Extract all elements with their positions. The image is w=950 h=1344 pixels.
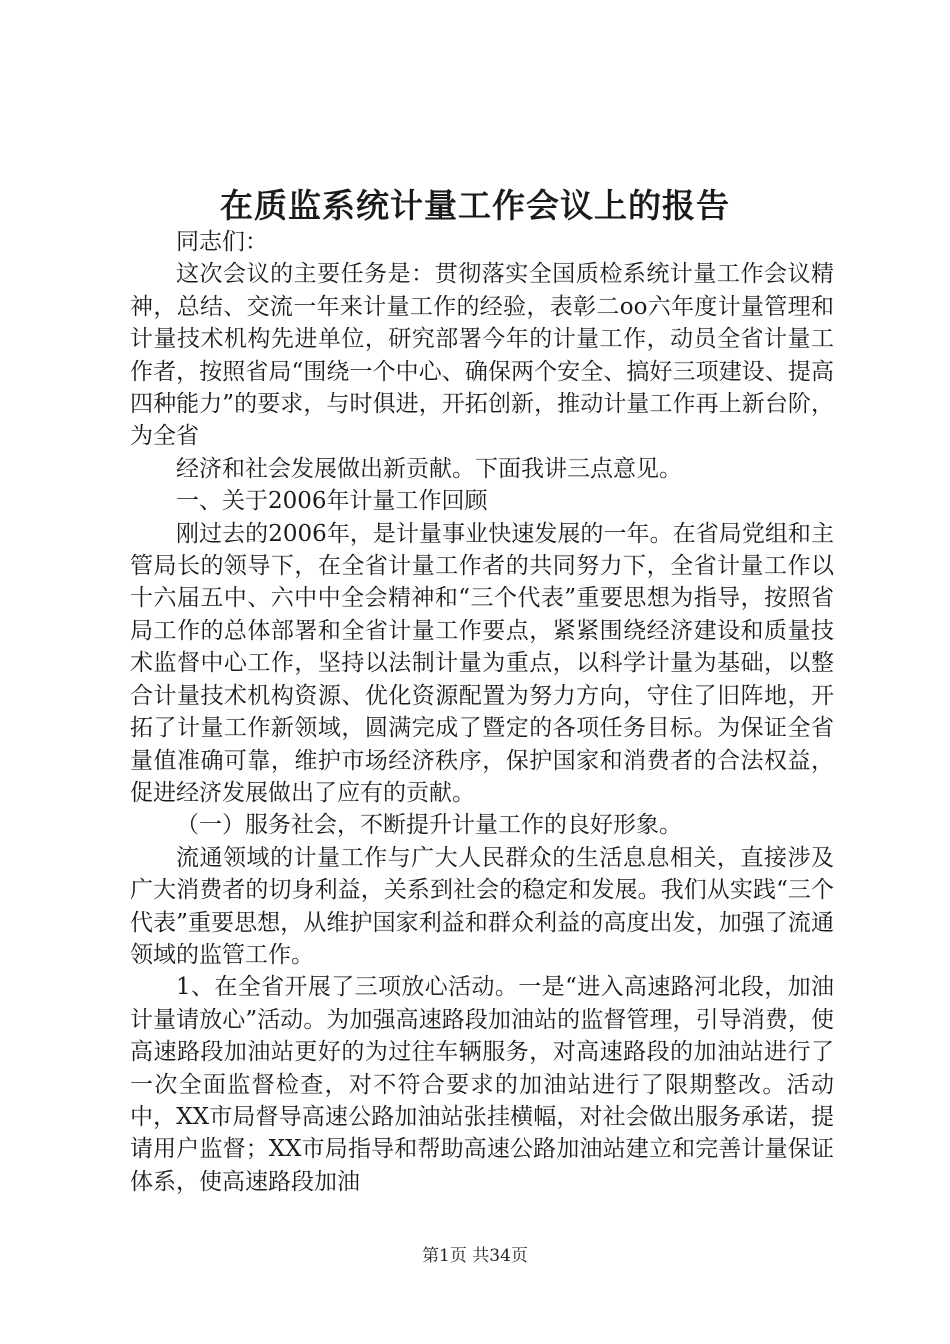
paragraph: 这次会议的主要任务是：贯彻落实全国质检系统计量工作会议精神，总结、交流一年来计量工作的经验，表彰二oo六年度计量管理和计量技术机构先进单位，研究部署今年的计量工作，动员全省计量工作者，按照省局“围绕一个中心、确保两个安全、搞好三项建设、提高四种能力”的要求，与时俱进，开拓创新，推动计量工作再上新台阶，为全省 [130,261,834,450]
paragraph: 1、在全省开展了三项放心活动。一是“进入高速路河北段，加油计量请放心”活动。为加强高速路段加油站的监督管理，引导消费，使高速路段加油站更好的为过往车辆服务，对高速路段的加油站进行了一次全面监督检查，对不符合要求的加油站进行了限期整改。活动中，XX市局督导高速公路加油站张挂横幅，对社会做出服务承诺，提请用户监督；XX市局指导和帮助高速公路加油站建立和完善计量保证体系，使高速路段加油 [130,974,834,1195]
page-number-footer: 第1页 共34页 [422,1246,528,1266]
document-title: 在质监系统计量工作会议上的报告 [220,186,730,225]
paragraph: 流通领域的计量工作与广大人民群众的生活息息相关，直接涉及广大消费者的切身利益，关系到社会的稳定和发展。我们从实践“三个代表”重要思想，从维护国家利益和群众利益的高度出发，加强了流通领域的监管工作。 [130,844,834,968]
salutation: 同志们： [176,229,268,255]
paragraph: 刚过去的2006年，是计量事业快速发展的一年。在省局党组和主管局长的领导下，在全省计量工作者的共同努力下，全省计量工作以十六届五中、六中中全会精神和“三个代表”重要思想为指导，按照省局工作的总体部署和全省计量工作要点，紧紧围绕经济建设和质量技术监督中心工作，坚持以法制计量为重点，以科学计量为基础，以整合计量技术机构资源、优化资源配置为努力方向，守住了旧阵地，开拓了计量工作新领域，圆满完成了暨定的各项任务目标。为保证全省量值准确可靠，维护市场经济秩序，保护国家和消费者的合法权益，促进经济发展做出了应有的贡献。 [130,520,834,806]
section-heading: 一、关于2006年计量工作回顾 [176,488,488,515]
paragraph: 经济和社会发展做出新贡献。下面我讲三点意见。 [176,455,682,482]
subsection-heading: （一）服务社会，不断提升计量工作的良好形象。 [176,812,682,839]
document-body [130,226,834,1198]
